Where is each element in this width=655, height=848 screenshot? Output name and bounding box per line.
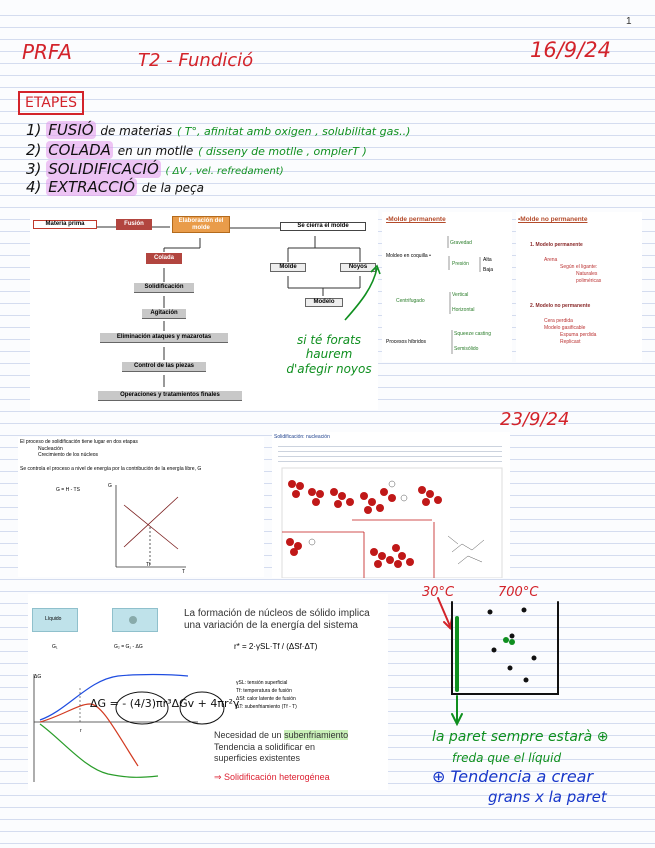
flowchart-connectors [30, 210, 378, 410]
energy-panel [18, 437, 264, 577]
page-number: 1 [626, 16, 632, 27]
etapa-number: 1) [26, 121, 42, 139]
flow-fusion: Fusión [116, 219, 152, 230]
temp-wall: 30°C [422, 585, 455, 600]
molde-permanente-panel [382, 212, 512, 362]
grain-growth-images [272, 432, 510, 578]
etapa-text: en un motlle [117, 144, 194, 158]
mold-sketch [430, 596, 570, 716]
bullet-subenfriamiento [214, 730, 348, 740]
energy-eq: G = H - TS [56, 487, 80, 493]
energy-plot [18, 437, 264, 577]
mnp-item2: 2. Modelo no permanente [530, 303, 591, 309]
caption-g1: G₁ [52, 644, 58, 650]
energy-line1: El proceso de solidificación tiene lugar en dos etapas [20, 439, 138, 445]
legend-3: ΔSf: calor latente de fusión [236, 696, 296, 702]
energy-bullet1: Nucleación [38, 446, 63, 452]
bullet1-text: Necesidad de un [214, 730, 282, 740]
heterogeneous-text: ⇒ Solidificación heterogénea [214, 772, 330, 782]
note-forats: si té forats haurem d'afegir noyos [286, 333, 372, 376]
etapa-number: 4) [26, 178, 42, 196]
nucleus-box [112, 608, 158, 632]
energy-bullet2: Crecimiento de los núcleos [38, 452, 99, 458]
mnp-item1: 1. Modelo permanente [530, 242, 583, 248]
critical-radius-formula: r* = 2·γSL·Tf / (ΔSf·ΔT) [234, 642, 318, 651]
flow-colada: Colada [146, 253, 182, 264]
flow-step-control: Control de las piezas [122, 362, 206, 372]
etapa-item [26, 180, 204, 195]
flowchart-panel [30, 210, 378, 410]
legend-4: ΔT: subenfriamiento (Tf - T) [236, 704, 297, 710]
flow-step-solidificacion: Solidificación [134, 283, 194, 293]
date-2: 23/9/24 [500, 409, 570, 430]
mnp-naturales: Naturales [576, 271, 598, 277]
energy-axis-t: T [182, 569, 186, 575]
flow-step-operaciones: Operaciones y tratamientos finales [98, 391, 242, 401]
flow-step-agitacion: Agitación [142, 309, 186, 319]
legend-2: Tf: temperatura de fusión [236, 688, 292, 694]
page-title: T2 - Fundició [138, 50, 254, 71]
caption-g2: G₂ = G₁ - ΔG [114, 644, 143, 650]
dg-axis-label: ΔG [34, 674, 42, 680]
flow-elaboracion-molde: Elaboración del molde [172, 216, 230, 233]
mp-gravedad: Gravedad [450, 240, 472, 246]
flow-modelo: Modelo [305, 298, 343, 307]
note-tendencia-2: grans x la paret [488, 788, 607, 806]
etapa-item [26, 143, 367, 158]
mnp-replicast: Replicast [560, 339, 581, 345]
nucleation-title-a: La formación de núcleos de sólido implica [184, 608, 370, 619]
liquid-box [32, 608, 78, 632]
flow-materia-prima: Materia prima [33, 220, 97, 229]
etapa-number: 2) [26, 141, 42, 159]
flow-molde: Molde [270, 263, 306, 272]
liquid-label: Líquido [45, 616, 62, 622]
etapa-note: ( disseny de motlle , omplerT ) [198, 145, 367, 158]
flow-se-cierra-molde: Se cierra el molde [280, 222, 366, 231]
etapa-name: COLADA [48, 141, 111, 159]
mp-horizontal: Horizontal [452, 307, 475, 313]
mp-squeeze: Squeeze casting [454, 331, 491, 337]
etapa-name: EXTRACCIÓ [48, 178, 135, 196]
etapes-heading: ETAPES [18, 91, 84, 115]
energy-axis-g: G [108, 483, 112, 489]
mnp-arena: Arena [544, 257, 558, 263]
mp-vertical: Vertical [452, 292, 469, 298]
solidification-panel [272, 432, 510, 578]
molde-permanente-title: •Molde permanente [386, 216, 446, 223]
subject-title: PRFA [22, 40, 72, 64]
etapa-item [26, 123, 410, 138]
dg-equation: ΔG = - (4/3)πr³ΔGv + 4πr²γ [90, 697, 240, 710]
mp-coquilla: Moldeo en coquilla • [386, 253, 431, 259]
etapa-text: de materias [100, 124, 173, 138]
etapa-number: 3) [26, 160, 42, 178]
energy-line2: Se controla el proceso a nivel de energía por la contribución de la energía libre, G [20, 466, 202, 472]
etapa-note: ( T°, afinitat amb oxigen , solubilitat gas..) [176, 125, 411, 138]
mnp-polimericas: poliméricas [576, 278, 602, 284]
flow-step-eliminacion: Eliminación ataques y mazarotas [100, 333, 228, 343]
note-tendencia-1: ⊕ Tendencia a crear [432, 767, 594, 786]
molde-no-permanente-panel [516, 212, 642, 362]
solid-title: Solidificación: nucleación [274, 434, 330, 440]
bullet3-text: superficies existentes [214, 753, 301, 763]
mp-baja: Baja [483, 267, 494, 273]
temp-center: 700°C [498, 585, 539, 600]
flow-noyos: Noyos [340, 263, 376, 272]
mnp-cera: Cera perdida [544, 318, 573, 324]
date-heading: 16/9/24 [530, 38, 611, 62]
mp-presion: Presión [452, 261, 469, 267]
mnp-segun: Según el ligante: [560, 264, 598, 270]
mnp-espuma: Espuma perdida [560, 332, 597, 338]
equation-circles [112, 688, 232, 728]
legend-1: γSL: tensión superficial [236, 680, 288, 686]
bullet2-text: Tendencia a solidificar en [214, 742, 316, 752]
note-paret-1: la paret sempre estarà ⊕ [432, 729, 609, 745]
etapa-name: FUSIÓ [48, 121, 94, 139]
nucleation-panel [28, 594, 388, 790]
note-paret-2: freda que el líquid [452, 751, 562, 765]
mnp-title: •Molde no permanente [518, 216, 588, 223]
etapa-item [26, 162, 284, 177]
mp-centrifugado: Centrifugado [396, 298, 425, 304]
mp-hibridos: Procesos híbridos [386, 339, 427, 345]
r-axis-label: r [80, 728, 82, 734]
mp-alta: Alta [483, 257, 492, 263]
nucleus-dot [129, 616, 137, 624]
etapa-name: SOLIDIFICACIÓ [48, 160, 159, 178]
etapa-note: ( ΔV , vel. refredament) [165, 166, 284, 177]
mnp-gasificable: Modelo gasificable [544, 325, 586, 331]
energy-tf: Tf [146, 562, 151, 568]
nucleation-title-b: una variación de la energía del sistema [184, 620, 358, 631]
etapa-text: de la peça [141, 181, 205, 195]
mp-semisolido: Semisólido [454, 346, 479, 352]
bullet1-highlight: subenfriamiento [284, 730, 349, 740]
